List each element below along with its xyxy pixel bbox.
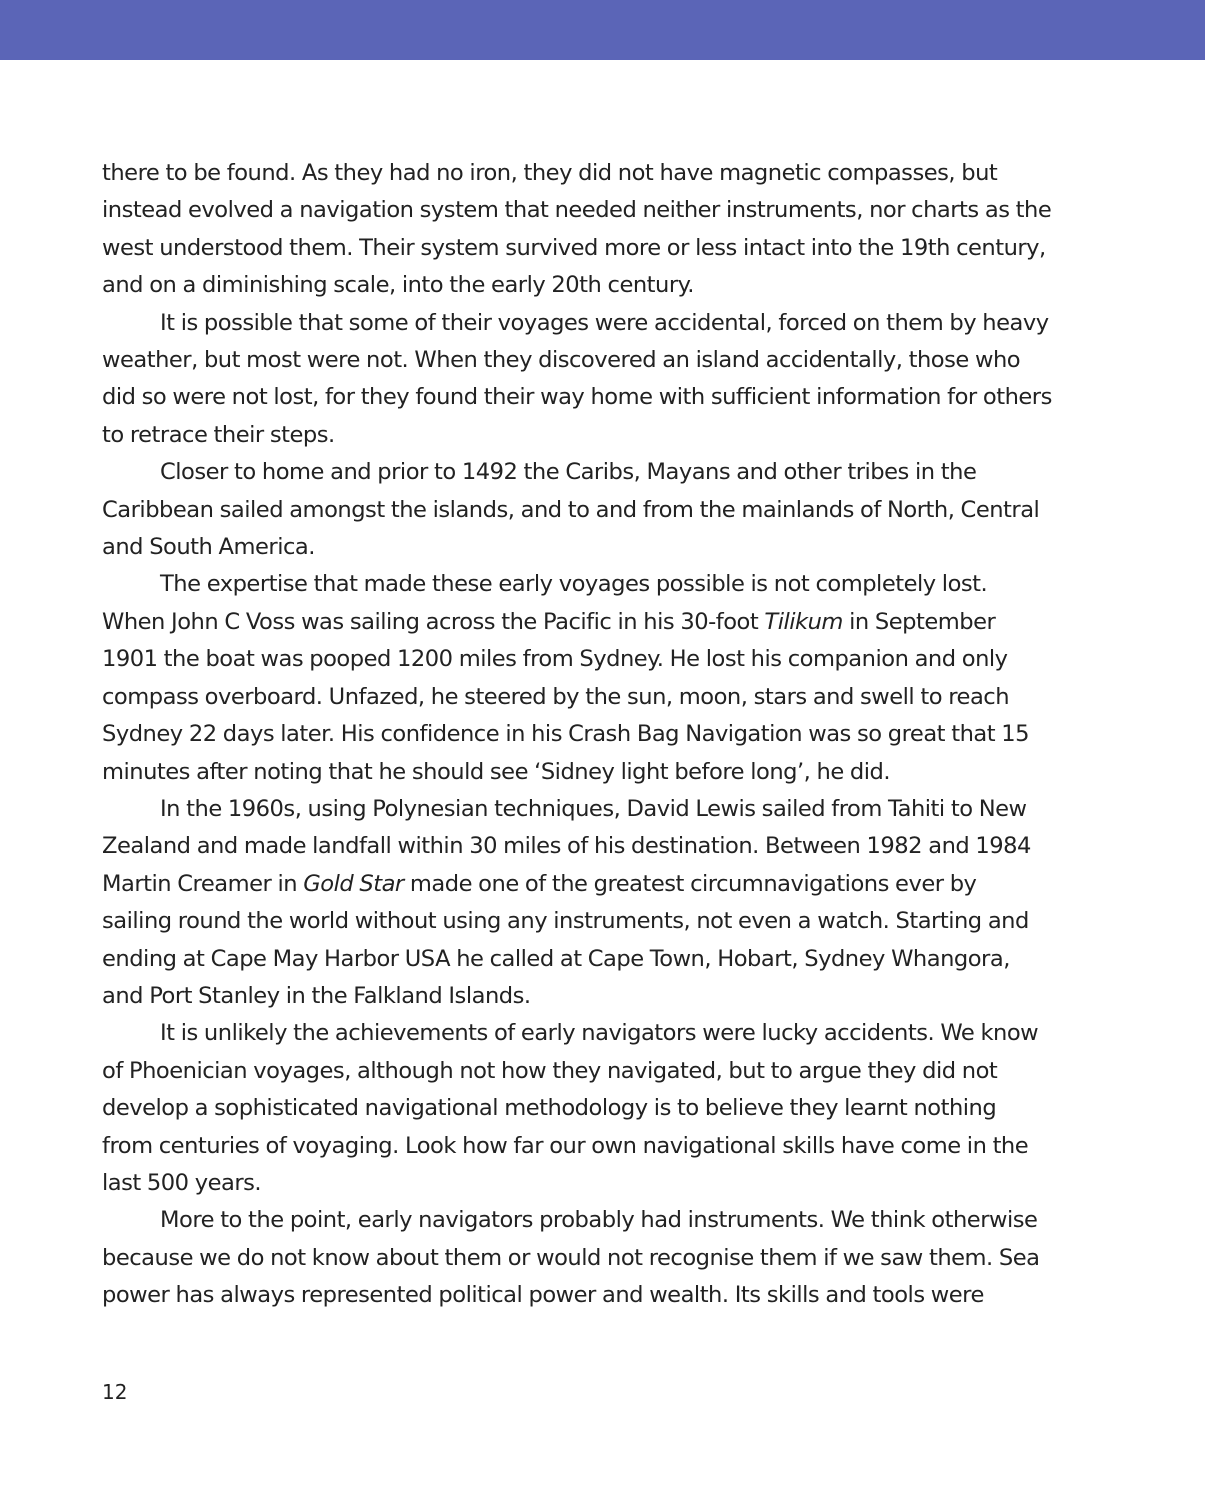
header-band — [0, 0, 1205, 60]
paragraph-5-part-2: made one of the greatest circumnavigations ever by sailing round the world without using any instruments, not even a watch. Starting and ending at Cape May Harbor USA he called at Cape Town, Hobart, Sydney Whangora, and Port Stanley in the Falkland Islands. — [102, 870, 1029, 1009]
body-text — [102, 155, 1052, 1315]
paragraph-4-part-2: in September 1901 the boat was pooped 1200 miles from Sydney. He lost his companion and only compass overboard. Unfazed, he steered by the sun, moon, stars and swell to reach Sydney 22 days later. His confidence in his Crash Bag Navigation was so great that 15 minutes after noting that he should see ‘Sidney light before long’, he did. — [102, 608, 1030, 785]
paragraph-4-part-1: The expertise that made these early voyages possible is not completely lost. When John C Voss was sailing across the Pacific in his 30-foot — [102, 571, 988, 635]
paragraph-1: there to be found. As they had no iron, they did not have magnetic compasses, but instead evolved a navigation system that needed neither instruments, nor charts as the west understood them. Their system survived more or less intact into the 19th century, and on a diminishing scale, into the early 20th century. — [102, 160, 1052, 299]
paragraph-6: It is unlikely the achievements of early navigators were lucky accidents. We know of Phoenician voyages, although not how they navigated, but to argue they did not develop a sophisticated navigational methodology is to believe they learnt nothing from centuries of voyaging. Look how far our own navigational skills have come in the last 500 years. — [102, 1020, 1039, 1196]
boat-name-gold-star: Gold Star — [303, 870, 404, 897]
paragraph-5-part-1: In the 1960s, using Polynesian techniques, David Lewis sailed from Tahiti to New Zealand and made landfall within 30 miles of his destination. Between 1982 and 1984 Martin Creamer in — [102, 795, 1031, 897]
paragraph-4 — [102, 566, 1052, 790]
paragraph-3: Closer to home and prior to 1492 the Caribs, Mayans and other tribes in the Caribbean sailed amongst the islands, and to and from the mainlands of North, Central and South America. — [102, 459, 1040, 561]
paragraph-7: More to the point, early navigators probably had instruments. We think otherwise because we do not know about them or would not recognise them if we saw them. Sea power has always represented political power and wealth. Its skills and tools were — [102, 1207, 1040, 1309]
boat-name-tilikum: Tilikum — [764, 608, 843, 635]
paragraph-2: It is possible that some of their voyages were accidental, forced on them by heavy weather, but most were not. When they discovered an island accidentally, those who did so were not lost, for they found their way home with sufficient information for others to retrace their steps. — [102, 309, 1052, 448]
page-number: 12 — [102, 1380, 128, 1404]
paragraph-5 — [102, 791, 1052, 1015]
